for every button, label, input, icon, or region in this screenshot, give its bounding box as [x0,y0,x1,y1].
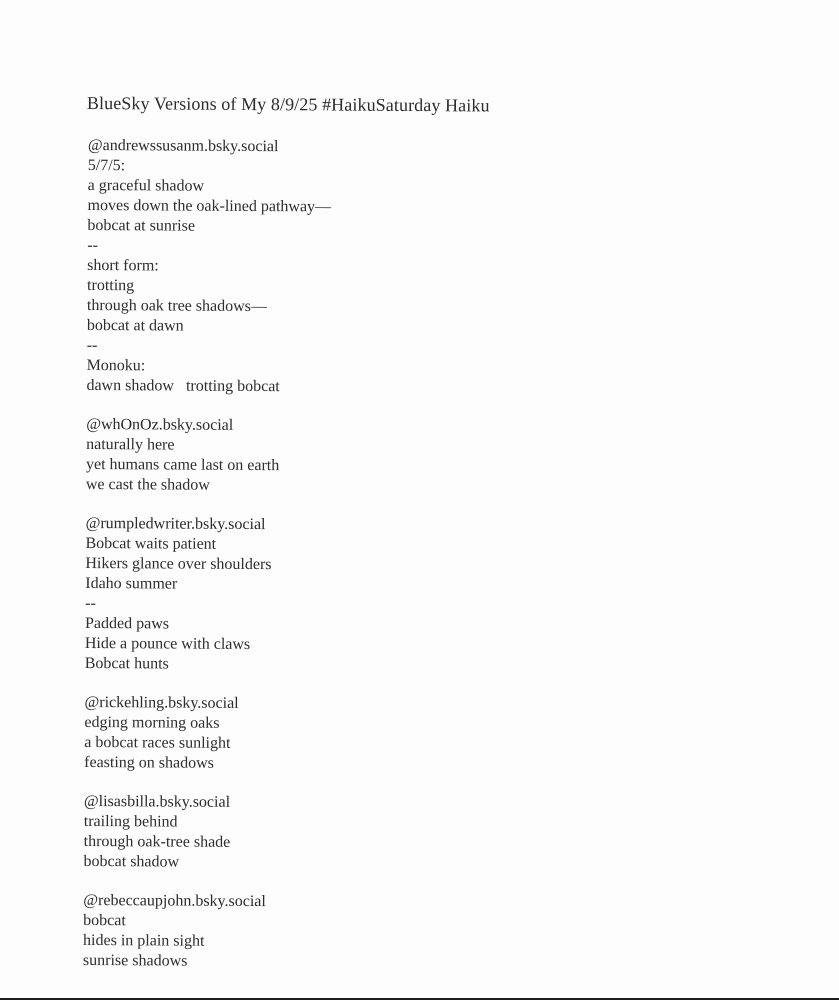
haiku-section [86,136,788,400]
author-handle: @rumpledwriter.bsky.social [85,514,266,534]
haiku-line: bobcat at sunrise [87,216,196,235]
haiku-section [84,693,784,777]
haiku-line: sunrise shadows [82,951,188,970]
author-handle: @rebeccaupjohn.bsky.social [83,891,266,911]
haiku-section [85,514,786,678]
haiku-line: bobcat at dawn [86,316,184,335]
haiku-line: dawn shadow trotting bobcat [86,376,280,396]
author-handle: @whOnOz.bsky.social [86,415,234,434]
haiku-line: short form: [87,256,159,275]
haiku-line: -- [85,594,96,613]
document-title: BlueSky Versions of My 8/9/25 #HaikuSaturday Haiku [86,93,490,116]
haiku-section [86,415,786,499]
haiku-section [83,891,783,975]
author-handle: @lisasbilla.bsky.social [83,792,231,811]
haiku-line: -- [87,236,99,255]
haiku-line: hides in plain sight [83,931,205,950]
haiku-line: edging morning oaks [84,713,220,732]
haiku-line: Idaho summer [85,574,178,593]
haiku-line: trailing behind [83,812,178,831]
haiku-line: bobcat [83,911,126,930]
haiku-line: bobcat shadow [83,852,180,871]
haiku-line: through oak-tree shade [83,832,231,851]
haiku-line: a graceful shadow [87,176,205,195]
author-handle: @rickehling.bsky.social [84,693,239,712]
haiku-line: through oak tree shadows— [86,296,267,316]
haiku-line: 5/7/5: [87,156,126,175]
haiku-line: Padded paws [84,614,170,633]
haiku-line: Monoku: [86,356,146,375]
haiku-line: yet humans came last on earth [85,455,280,475]
haiku-line: a bobcat races sunlight [84,733,231,752]
haiku-line: we cast the shadow [85,475,210,494]
haiku-line: moves down the oak-lined pathway— [87,196,332,216]
haiku-line: Bobcat waits patient [85,534,217,553]
haiku-line: Hikers glance over shoulders [85,554,272,574]
haiku-line: naturally here [86,435,175,454]
haiku-sections [83,136,788,994]
haiku-line: -- [86,336,98,355]
haiku-line: feasting on shadows [84,753,214,772]
haiku-section [84,792,784,876]
haiku-line: Bobcat hunts [84,654,169,673]
author-handle: @andrewssusanm.bsky.social [87,136,279,156]
haiku-line: trotting [87,276,135,295]
haiku-line: Hide a pounce with claws [84,634,251,653]
